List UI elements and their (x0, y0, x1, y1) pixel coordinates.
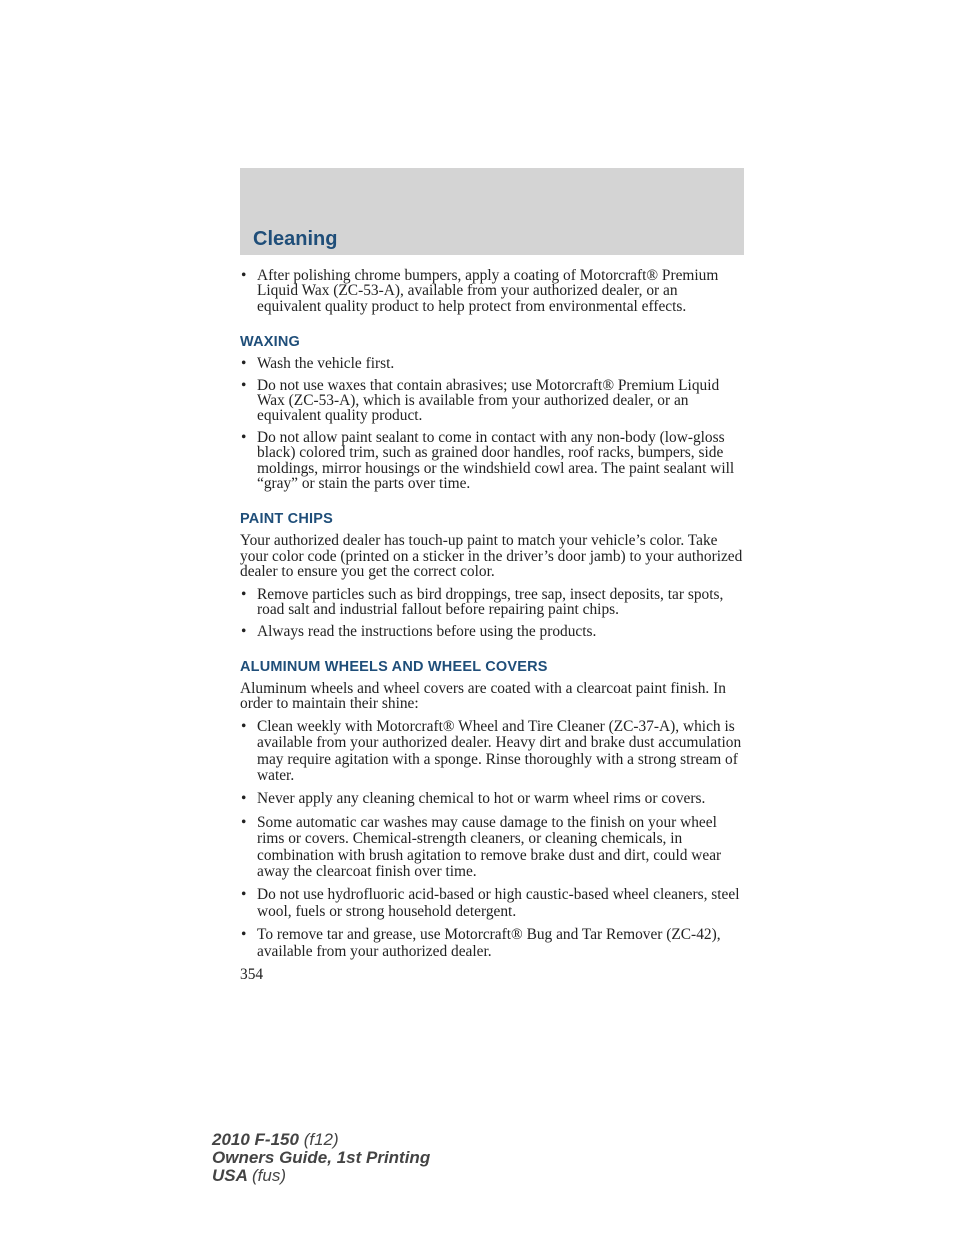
aluminum-wheels-paragraph: Aluminum wheels and wheel covers are coated with a clearcoat paint finish. In order to maintain their shine: (240, 679, 726, 713)
list-item: • After polishing chrome bumpers, apply a coating of Motorcraft® Premium Liquid Wax (ZC-53-A), available from your authorized dealer, or an equivalent quality product to help protect from environmental effects. (240, 268, 745, 314)
footer-model-code: (f12) (303, 1130, 339, 1149)
paint-chips-bullet-list (240, 587, 745, 639)
list-item: • Do not allow paint sealant to come in contact with any non-body (low-gloss black) colored trim, such as grained door handles, roof racks, bumpers, side moldings, mirror housings or the windshield cowl area. The paint sealant will “gray” or stain the parts over time. (240, 430, 745, 492)
waxing-heading: WAXING (240, 334, 301, 351)
footer-region-code: (fus) (252, 1166, 286, 1185)
aluminum-wheels-heading: ALUMINUM WHEELS AND WHEEL COVERS (240, 658, 548, 675)
list-item: • Always read the instructions before using the products. (240, 624, 745, 639)
page-content (240, 268, 745, 982)
footer-guide: Owners Guide, 1st Printing (212, 1148, 431, 1167)
section-header-band (240, 168, 744, 255)
list-item: • Clean weekly with Motorcraft® Wheel and Tire Cleaner (ZC-37-A), which is available from your authorized dealer. Heavy dirt and brake dust accumulation may require agitation with a sponge. Rinse thoroughly with a strong stream of water. (240, 719, 745, 785)
list-item: • Do not use hydrofluoric acid-based or high caustic-based wheel cleaners, steel wool, fuels or strong household detergent. (240, 887, 745, 920)
section-title: Cleaning (253, 228, 338, 250)
footer-region: USA (212, 1166, 248, 1185)
footer-line-model (212, 1131, 430, 1149)
list-item: • To remove tar and grease, use Motorcraft® Bug and Tar Remover (ZC-42), available from your authorized dealer. (240, 927, 745, 960)
paint-chips-heading: PAINT CHIPS (240, 511, 333, 528)
list-item: • Wash the vehicle first. (240, 356, 745, 371)
footer-model: 2010 F-150 (212, 1130, 299, 1149)
document-footer (212, 1131, 430, 1185)
waxing-bullet-list (240, 356, 745, 491)
list-item: • Do not use waxes that contain abrasives; use Motorcraft® Premium Liquid Wax (ZC-53-A), which is available from your authorized dealer, or an equivalent quality product. (240, 378, 745, 424)
list-item: • Never apply any cleaning chemical to hot or warm wheel rims or covers. (240, 791, 745, 807)
list-item: • Some automatic car washes may cause damage to the finish on your wheel rims or covers. Chemical-strength cleaners, or cleaning chemicals, in combination with brush agitation to remove brake dust and dirt, could wear away the clearcoat finish over time. (240, 815, 745, 881)
footer-line-region (212, 1167, 430, 1185)
page-number: 354 (240, 966, 264, 983)
paint-chips-paragraph: Your authorized dealer has touch-up paint to match your vehicle’s color. Take your color code (printed on a sticker in the driver’s door jamb) to your authorized dealer to ensure you get the correct color. (240, 532, 743, 581)
aluminum-wheels-bullet-list (240, 719, 745, 960)
list-item: • Remove particles such as bird droppings, tree sap, insect deposits, tar spots, road salt and industrial fallout before repairing paint chips. (240, 587, 745, 618)
intro-bullet-list (240, 268, 745, 314)
